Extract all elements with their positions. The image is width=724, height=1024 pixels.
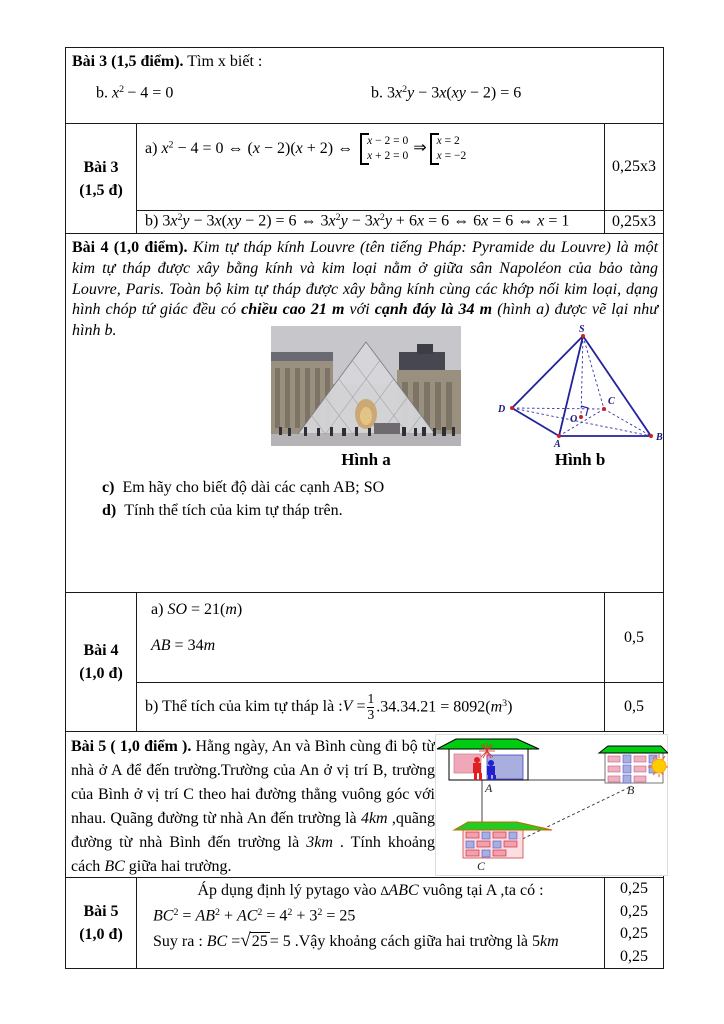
fraction-one-third <box>367 692 374 723</box>
fraction-denominator: 3 <box>367 706 375 722</box>
pyramid-label-A: A <box>554 439 561 448</box>
bai4-bold-height: chiều cao 21 m <box>241 301 345 319</box>
radicand: 25 <box>251 933 268 951</box>
bai3-label-line1: Bài 3 <box>83 158 119 176</box>
bai4-sol-a-line2: AB = 34m <box>151 637 216 654</box>
bai5-solution-table <box>65 877 664 969</box>
caption-hinh-a: Hình a <box>341 450 391 469</box>
bai5-math-4km: 4km <box>360 810 388 827</box>
case1-top: x − 2 = 0 <box>367 135 409 147</box>
radical-sign: √ <box>240 930 251 952</box>
bai3-question-title <box>72 53 652 71</box>
cases-bracket-1 <box>360 133 410 165</box>
bai5-title-bold: Bài 5 ( 1,0 điểm ). <box>71 738 192 755</box>
bai4-sol-a-line1: a) SO = 21(m) <box>151 601 243 618</box>
bai5-question-box <box>65 731 664 878</box>
item-d-key: d) <box>102 502 117 519</box>
cases-bracket-2 <box>430 133 469 165</box>
bai4-sol-b-lead: b) Thể tích của kim tự tháp là : <box>145 698 343 715</box>
bai3-solution-a <box>137 124 604 210</box>
figure-label-B: B <box>627 783 635 797</box>
bai3-solution-table <box>65 123 664 234</box>
pyramid-label-O: O <box>570 414 578 425</box>
bai4-item-c <box>102 476 642 499</box>
bai5-sol-line1: Áp dụng định lý pytago vào ∆ABC vuông tại A ,ta có : <box>197 882 544 899</box>
bai5-label-line2: (1,0 đ) <box>79 926 123 943</box>
house-A <box>437 739 539 780</box>
bai4-text-2: với <box>344 301 375 319</box>
bai4-label-line1: Bài 4 <box>83 642 119 659</box>
pyramid-label-S: S <box>579 324 585 335</box>
bai4-items <box>102 476 642 522</box>
bai3-label-line2: (1,5 đ) <box>79 181 123 199</box>
caption-hinh-b: Hình b <box>554 450 606 469</box>
case2-top: x = 2 <box>436 135 460 147</box>
bai4-sol-b-post: $.34.34.21 = 8092(m^3)$ <box>376 697 513 716</box>
bai3-points-a: 0,25x3 <box>604 124 663 210</box>
school-B <box>599 746 668 783</box>
bai4-points-b: 0,5 <box>604 682 663 731</box>
figure-label-A: A <box>485 781 493 795</box>
bai5-point-3: 0,25 <box>620 925 648 942</box>
bai5-point-2: 0,25 <box>620 902 648 920</box>
bai5-paragraph <box>71 735 435 879</box>
bai5-solution-cell <box>137 878 604 968</box>
bai4-label-line2: (1,0 đ) <box>79 665 123 682</box>
bai3-question-box <box>65 47 664 124</box>
bai5-sol-line3-pre: Suy ra : BC = <box>153 932 241 950</box>
bai3-title-rest: Tìm x biết : <box>183 53 263 70</box>
bai3-sol-a-eq: a) $x^2 - 4 = 0$ ⇔ (x − 2)(x + 2) ⇔ <box>145 139 358 157</box>
red-starburst <box>479 743 495 759</box>
bai5-text-2: ,quãng đường từ nhà Bình đến trường là <box>71 810 435 851</box>
bai4-item-d <box>102 499 642 522</box>
case1-bottom: x + 2 = 0 <box>367 149 409 162</box>
bai5-math-BC: BC <box>104 858 125 875</box>
bai3-label-cell <box>66 124 137 233</box>
bai4-title-bold: Bài 4 (1,0 điểm). <box>72 239 188 256</box>
bai5-text-1: Hằng ngày, An và Bình cùng đi bộ từ nhà ở A để đến trường.Trường của An ở vị trí B, trường của Bình ở vị trí C theo hai đường thẳng vuông góc với nhau. Quãng đường từ nhà An đến trường là <box>71 738 435 827</box>
fraction-numerator: 1 <box>367 690 375 706</box>
bai4-sol-b-pre: V = <box>342 698 366 715</box>
bai4-bold-base: cạnh đáy là 34 m <box>374 301 493 319</box>
bai5-label-cell <box>66 878 137 968</box>
bai3-solution-b: b) $3x^2y - 3x(xy - 2) = 6$ ⇔ $3x^2y - 3x^2y + 6x = 6$ ⇔ 6x = 6 ⇔ x = 1 <box>137 210 604 233</box>
bai4-text-3: (hình a) được vẽ lại như hình b. <box>72 301 659 340</box>
bai4-solution-a <box>137 593 604 682</box>
bai5-points-cell <box>604 878 663 968</box>
item-c-key: c) <box>102 479 115 496</box>
bai5-sol-line2: $BC^2 = AB^2 + AC^2 = 4^2 + 3^2 = 25$ <box>153 907 356 925</box>
bai5-sol-line3-post: = 5 .Vậy khoảng cách giữa hai trường là 5km <box>269 932 559 950</box>
bai5-point-4: 0,25 <box>620 947 648 965</box>
bai5-label-line1: Bài 5 <box>83 903 119 920</box>
bai4-solution-b <box>137 682 604 731</box>
pyramid-label-C: C <box>608 396 615 407</box>
bai4-label-cell <box>66 593 137 731</box>
bai3-eq-left: b. $x^2 - 4 = 0$ <box>96 84 174 102</box>
bai4-solution-table <box>65 592 664 732</box>
bai3-points-b: 0,25x3 <box>604 210 663 233</box>
item-c-text: Em hãy cho biết độ dài các cạnh AB; SO <box>122 479 385 496</box>
item-d-text: Tính thể tích của kim tự tháp trên. <box>124 502 343 519</box>
bai5-sol-line3 <box>145 932 596 951</box>
pyramid-label-D: D <box>498 404 506 415</box>
bai3-eq-right: b. $3x^2y - 3x(xy - 2) = 6$ <box>371 84 522 102</box>
bai5-illustration <box>435 734 668 876</box>
bai4-text-1: Kim tự tháp kính Louvre (tên tiếng Pháp: Pyramide du Louvre) là một kim tự tháp được xây bằng kính và kim loại nằm ở giữa sân Napoléon của bảo tàng Louvre, Paris. Toàn bộ kim tự tháp được xây bằng kính cùng các khớp nối kim loại, dạng hình chóp tứ giác đều có <box>72 239 659 319</box>
bai5-math-3km: 3km <box>306 834 333 851</box>
bai5-text-4: giữa hai trường. <box>124 858 232 875</box>
pyramid-diagram <box>494 324 666 448</box>
case2-bottom: x = −2 <box>436 149 467 162</box>
bai3-title-bold: Bài 3 (1,5 điểm). <box>72 53 184 70</box>
implies-arrow: ⇒ <box>413 139 427 157</box>
bai5-point-1: 0,25 <box>620 880 648 897</box>
sqrt-25 <box>240 932 269 951</box>
figure-label-C: C <box>477 859 486 873</box>
bai4-points-a: 0,5 <box>604 593 663 682</box>
bai5-text-3: . Tính khoảng cách <box>71 834 436 875</box>
pyramid-label-B: B <box>656 432 663 443</box>
bai4-question-box <box>65 233 664 593</box>
louvre-photo <box>271 326 461 446</box>
